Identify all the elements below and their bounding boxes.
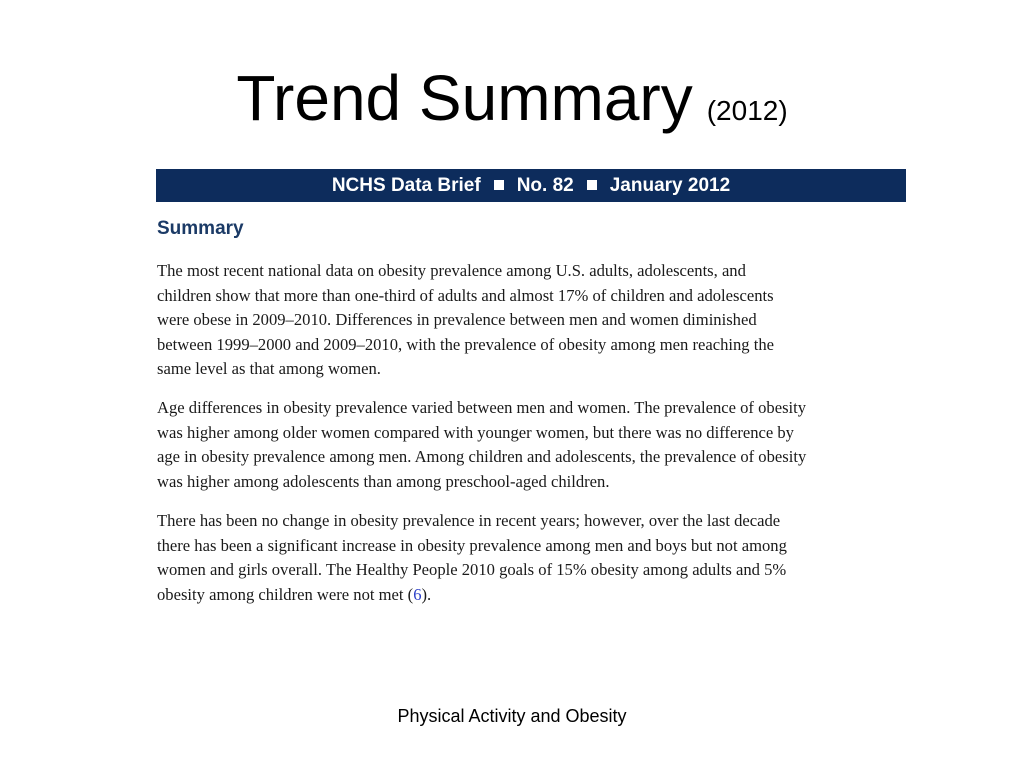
summary-heading: Summary — [157, 218, 244, 239]
text-line: was higher among adolescents than among preschool-aged children. — [157, 471, 610, 491]
summary-paragraph-2 — [157, 396, 917, 494]
text-line: There has been no change in obesity prevalence in recent years; however, over the last decade — [157, 511, 781, 530]
text-line-with-reference — [157, 583, 917, 608]
square-bullet-icon — [587, 180, 597, 190]
summary-paragraph-3 — [157, 509, 917, 607]
text-line: obesity among children were not met ( — [157, 584, 414, 604]
text-line: Age differences in obesity prevalence varied between men and women. The prevalence of obesity — [157, 398, 807, 417]
summary-paragraph-1 — [157, 259, 917, 382]
reference-close: ). — [421, 584, 432, 604]
text-line: women and girls overall. The Healthy People 2010 goals of 15% obesity among adults and 5% — [157, 560, 787, 580]
text-line: children show that more than one-third of adults and almost 17% of children and adolescents — [157, 285, 774, 305]
reference-link[interactable]: 6 — [413, 584, 422, 604]
text-line: The most recent national data on obesity prevalence among U.S. adults, adolescents, and — [157, 261, 746, 280]
brief-date: January 2012 — [609, 174, 731, 196]
slide-footer: Physical Activity and Obesity — [397, 706, 627, 726]
title-year: (2012) — [706, 95, 788, 126]
text-line: between 1999–2000 and 2009–2010, with the prevalence of obesity among men reaching the — [157, 334, 775, 354]
slide-title — [0, 58, 1024, 138]
data-brief-header — [156, 169, 906, 202]
square-bullet-icon — [494, 180, 504, 190]
publication-name: NCHS Data Brief — [331, 174, 481, 196]
text-line: was higher among older women compared with younger women, but there was no difference by — [157, 422, 794, 442]
text-line: age in obesity prevalence among men. Among children and adolescents, the prevalence of obesity — [157, 447, 807, 467]
text-line: same level as that among women. — [157, 359, 381, 379]
text-line: there has been a significant increase in obesity prevalence among men and boys but not among — [157, 535, 787, 555]
text-line: were obese in 2009–2010. Differences in prevalence between men and women diminished — [157, 310, 757, 330]
title-text: Trend Summary — [236, 62, 693, 134]
brief-number: No. 82 — [516, 174, 574, 196]
